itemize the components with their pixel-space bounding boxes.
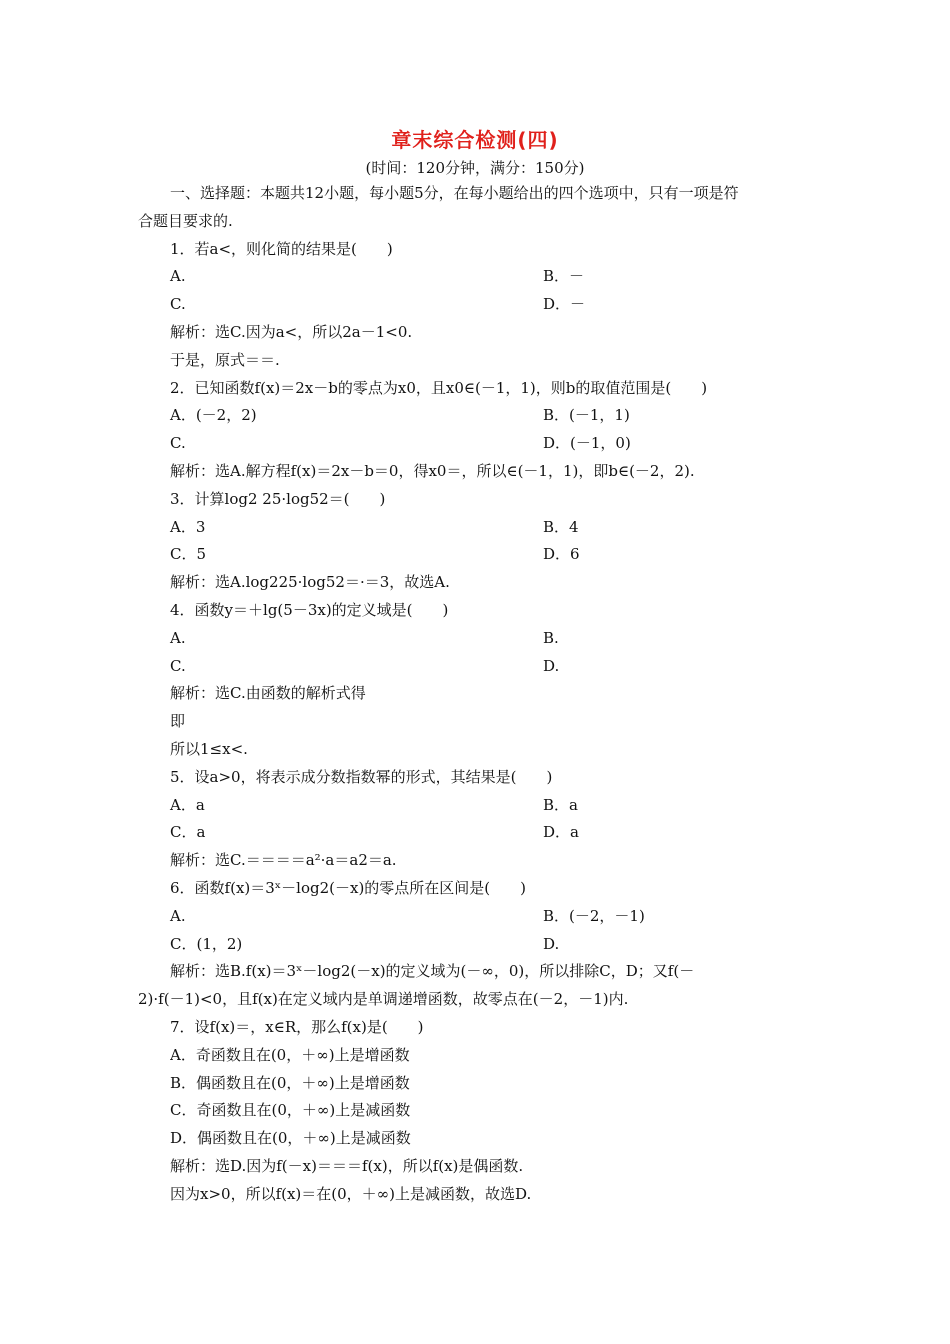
option-a: A．奇函数且在(0，＋∞)上是增函数 xyxy=(170,1045,410,1064)
section-intro-line2: 合题目要求的. xyxy=(138,211,233,230)
option-a: A．a xyxy=(170,795,205,814)
question-3-stem: 3．计算log2 25·log52＝( ) xyxy=(170,489,386,508)
question-6-options-ab xyxy=(170,903,818,931)
question-5-options-ab xyxy=(170,792,818,820)
question-7-solution: 解析：选D.因为f(－x)＝＝＝f(x)，所以f(x)是偶函数. xyxy=(170,1156,524,1175)
question-3-solution: 解析：选A.log225·log52＝·＝3，故选A. xyxy=(170,573,450,592)
option-d: D. xyxy=(543,934,560,953)
option-d: D. xyxy=(543,656,560,675)
question-7-stem: 7．设f(x)＝，x∈R，那么f(x)是( ) xyxy=(170,1017,424,1036)
option-c: C. xyxy=(170,295,186,314)
question-4-solution-end: 所以1≤x<. xyxy=(170,739,248,758)
page-title: 章末综合检测(四) xyxy=(391,128,559,152)
page-subtitle: (时间：120分钟，满分：150分) xyxy=(365,159,585,177)
option-b: B．－ xyxy=(543,267,585,286)
question-2-solution: 解析：选A.解方程f(x)＝2x－b＝0，得x0＝，所以∈(－1，1)，即b∈(－2，2). xyxy=(170,461,695,480)
question-3-options-cd xyxy=(170,541,818,569)
option-d: D．－ xyxy=(543,295,586,314)
question-5-solution: 解析：选C.＝＝＝＝a²·a＝a2＝a. xyxy=(170,851,397,870)
question-2-options-cd xyxy=(170,430,818,458)
option-a: A. xyxy=(170,267,186,286)
question-6-stem: 6．函数f(x)＝3ˣ－log2(－x)的零点所在区间是( ) xyxy=(170,878,527,897)
option-a: A．3 xyxy=(170,517,206,536)
question-6-options-cd xyxy=(170,931,818,959)
question-7-solution-cont: 因为x>0，所以f(x)＝在(0，＋∞)上是减函数，故选D. xyxy=(170,1184,532,1203)
option-d: D．6 xyxy=(543,545,580,564)
option-a: A. xyxy=(170,628,186,647)
question-3-options-ab xyxy=(170,514,818,542)
question-5-options-cd xyxy=(170,819,818,847)
option-d: D．偶函数且在(0，＋∞)上是减函数 xyxy=(170,1129,411,1148)
option-c: C．a xyxy=(170,823,206,842)
option-d: D．a xyxy=(543,823,579,842)
option-b: B．偶函数且在(0，＋∞)上是增函数 xyxy=(170,1073,410,1092)
option-a: A．(－2，2) xyxy=(170,406,257,425)
question-5-stem: 5．设a>0，将表示成分数指数幂的形式，其结果是( ) xyxy=(170,767,553,786)
question-4-stem: 4．函数y＝＋lg(5－3x)的定义域是( ) xyxy=(170,600,449,619)
option-c: C. xyxy=(170,434,186,453)
section-intro-line1: 一、选择题：本题共12小题，每小题5分，在每小题给出的四个选项中，只有一项是符 xyxy=(170,184,739,202)
question-1-options-ab xyxy=(170,263,818,291)
option-b: B. xyxy=(543,628,559,647)
option-c: C．5 xyxy=(170,545,207,564)
question-1-options-cd xyxy=(170,291,818,319)
option-b: B．(－2，－1) xyxy=(543,906,645,925)
option-b: B．(－1，1) xyxy=(543,406,630,425)
question-2-stem: 2．已知函数f(x)＝2x－b的零点为x0，且x0∈(－1，1)，则b的取值范围是( ) xyxy=(170,378,708,397)
document-body xyxy=(138,180,818,1208)
question-4-solution: 解析：选C.由函数的解析式得 xyxy=(170,684,366,703)
question-4-solution-cont: 即 xyxy=(170,712,186,731)
question-4-options-ab xyxy=(170,625,818,653)
question-6-solution-cont: 2)·f(－1)<0，且f(x)在定义域内是单调递增函数，故零点在(－2，－1)内. xyxy=(138,990,629,1009)
option-b: B．4 xyxy=(543,517,579,536)
question-1-stem: 1．若a<，则化简的结果是( ) xyxy=(170,239,393,258)
option-c: C．(1，2) xyxy=(170,934,243,953)
option-c: C. xyxy=(170,656,186,675)
option-b: B．a xyxy=(543,795,578,814)
question-1-solution-cont: 于是，原式＝＝. xyxy=(170,350,280,369)
question-1-solution: 解析：选C.因为a<，所以2a－1<0. xyxy=(170,322,413,341)
option-d: D．(－1，0) xyxy=(543,434,631,453)
question-4-options-cd xyxy=(170,653,818,681)
option-a: A. xyxy=(170,906,186,925)
option-c: C．奇函数且在(0，＋∞)上是减函数 xyxy=(170,1101,411,1120)
question-6-solution: 解析：选B.f(x)＝3ˣ－log2(－x)的定义域为(－∞，0)，所以排除C，D；又f(－ xyxy=(170,962,695,981)
question-2-options-ab xyxy=(170,402,818,430)
